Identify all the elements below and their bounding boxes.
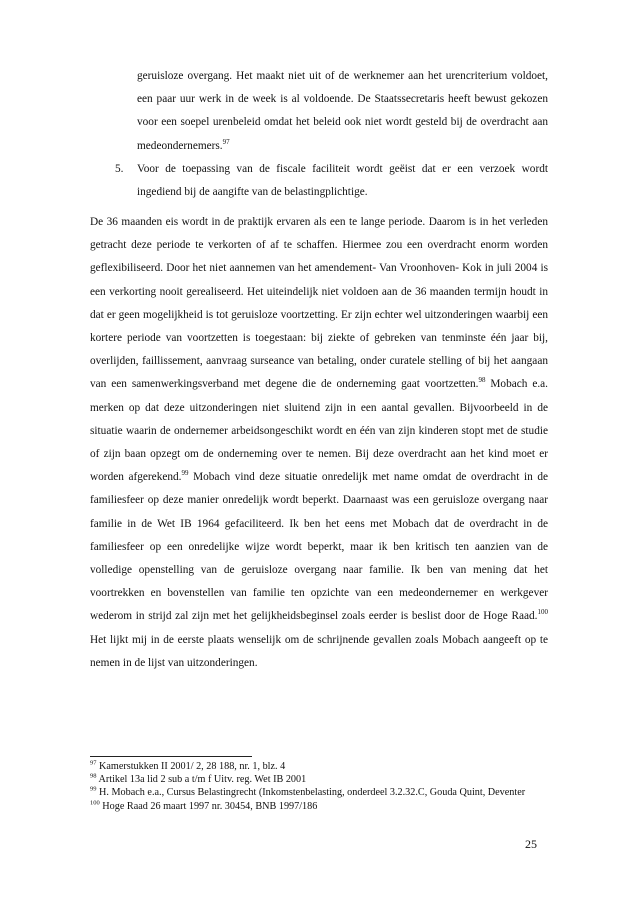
paragraph-text: Het lijkt mij in de eerste plaats wenselijk om de schrijnende gevallen zoals Mobach aangeeft op te nemen in de lijst van uitzonderingen. (90, 633, 548, 669)
paragraph-text: Mobach e.a. merken op dat deze uitzonderingen niet sluitend zijn in een aantal gevallen. Bijvoorbeeld in de situatie waarin de ondernemer arbeidsongeschikt wordt en één van zijn kinderen stopt met de studie of zijn baan opzegt om de onderneming over te nemen. Bij deze overdracht aan het kind moet er worden afgerekend. (90, 378, 549, 484)
footnote-ref-98[interactable]: 98 (478, 376, 486, 385)
footnote-text: Kamerstukken II 2001/ 2, 28 188, nr. 1, blz. 4 (96, 761, 286, 772)
footnote-text: Artikel 13a lid 2 sub a t/m f Uitv. reg. Wet IB 2001 (96, 774, 307, 786)
list-item-number: 5. (115, 162, 124, 175)
footnote-number: 100 (90, 799, 100, 807)
footnote-98 (90, 773, 548, 786)
list-item-5 (90, 158, 548, 204)
footnote-text: H. Mobach e.a., Cursus Belastingrecht (Inkomstenbelasting, onderdeel 3.2.32.C, Gouda Quint, Deventer (96, 787, 526, 799)
footnote-text: Hoge Raad 26 maart 1997 nr. 30454, BNB 1997/186 (99, 800, 318, 812)
list-item-text: geruisloze overgang. Het maakt niet uit of de werknemer aan het urencriterium voldoet, een paar uur werk in de week is al voldoende. De Staatssecretaris heeft bewust gekozen voor een soepel urenbeleid omdat het beleid ook niet wordt gesteld bij de overdracht aan medeondernemers. (137, 70, 548, 152)
footnote-ref-99[interactable]: 99 (181, 469, 189, 478)
footnote-number: 97 (90, 759, 97, 767)
list-item-4-continuation (90, 65, 548, 158)
numbered-list (90, 65, 548, 204)
footnote-ref-100[interactable]: 100 (537, 608, 548, 617)
list-item-text: Voor de toepassing van de fiscale faciliteit wordt geëist dat er een verzoek wordt ingediend bij de aangifte van de belastingplichtige. (137, 162, 548, 199)
paragraph-text: De 36 maanden eis wordt in de praktijk ervaren als een te lange periode. Daarom is in het verleden getracht deze periode te verkorten of af te schaffen. Hiermee zou een overdracht enorm worden geflexibiliseerd. Door het niet aannemen van het amendement- Van Vroonhoven- Kok in juli 2004 is een verkorting nooit gerealiseerd. Het uiteindelijk niet voldoen aan de 36 maanden termijn houdt in dat er geen mogelijkheid is tot geruisloze voortzetting. Er zijn echter wel uitzonderingen waarbij een kortere periode van voortzetten is toegestaan: bij ziekte of gebreken van tenminste één jaar bij, overlijden, faillissement, aanvraag surseance van betaling, onder curatele stelling of bij het aangaan van een samenwerkingsverband met degene die de onderneming gaat voortzetten. (90, 216, 548, 391)
paragraph-text: Mobach vind deze situatie onredelijk met name omdat de overdracht in de familiesfeer op deze manier onredelijk wordt beperkt. Daarnaast was een geruisloze overgang naar familie in de Wet IB 1964 gefaciliteerd. Ik ben het eens met Mobach dat de overdracht in de familiesfeer op een onredelijke wijze wordt beperkt, maar ik ben kritisch ten aanzien van de volledige openstelling van de geruisloze overgang naar familie. Ik ben van mening dat het voortrekken en bovenstellen van familie ten opzichte van een medeondernemer en werkgever wederom in strijd zal zijn met het gelijkheidsbeginsel zoals eerder is beslist door de Hoge Raad. (90, 471, 548, 623)
body-paragraph (90, 211, 548, 675)
footnote-ref-97[interactable]: 97 (222, 137, 230, 146)
footnotes (90, 760, 548, 813)
page-number: 25 (525, 837, 537, 851)
footnote-99 (90, 786, 548, 799)
footnote-97 (90, 760, 548, 773)
footnote-separator (90, 756, 252, 757)
footnote-number: 99 (90, 786, 97, 794)
footnote-number: 98 (90, 772, 97, 780)
footnote-100 (90, 800, 548, 813)
